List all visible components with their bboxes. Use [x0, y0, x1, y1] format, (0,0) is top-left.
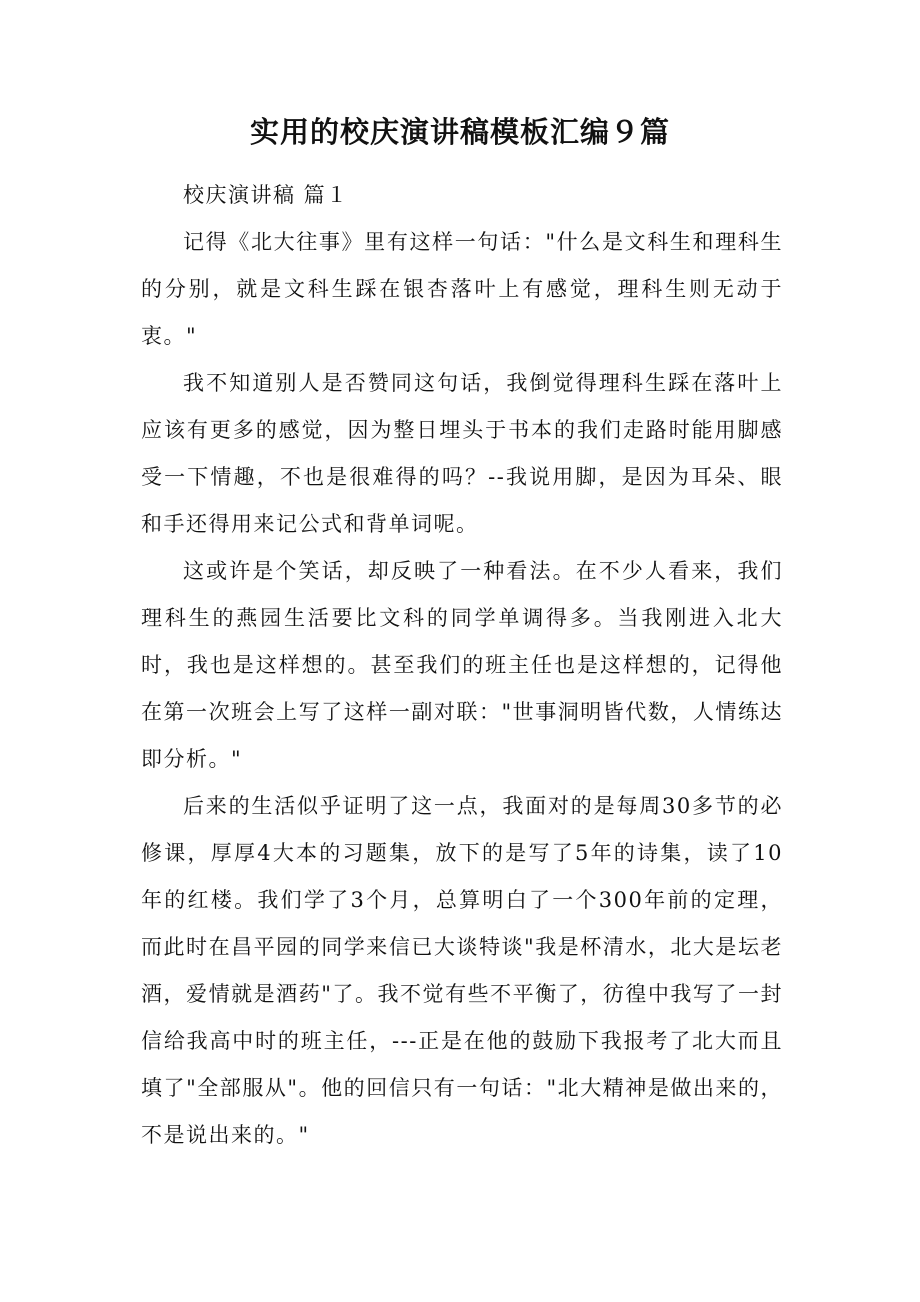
- paragraph: 这或许是个笑话，却反映了一种看法。在不少人看来，我们理科生的燕园生活要比文科的同学单调得多。当我刚进入北大时，我也是这样想的。甚至我们的班主任也是这样想的，记得他在第一次班会上写了这样一副对联："世事洞明皆代数，人情练达即分析。": [141, 559, 783, 771]
- paragraph: 我不知道别人是否赞同这句话，我倒觉得理科生踩在落叶上应该有更多的感觉，因为整日埋头于书本的我们走路时能用脚感受一下情趣，不也是很难得的吗？--我说用脚，是因为耳朵、眼和手还得用来记公式和背单词呢。: [141, 371, 783, 536]
- paragraph: 后来的生活似乎证明了这一点，我面对的是每周30多节的必修课，厚厚4大本的习题集，放下的是写了5年的诗集，读了10年的红楼。我们学了3个月，总算明白了一个300年前的定理，而此时在昌平园的同学来信已大谈特谈"我是杯清水，北大是坛老酒，爱情就是酒药"了。我不觉有些不平衡了，彷徨中我写了一封信给我高中时的班主任，---正是在他的鼓励下我报考了北大而且填了"全部服从"。他的回信只有一句话："北大精神是做出来的，不是说出来的。": [141, 794, 783, 1147]
- document-body: [141, 172, 783, 1159]
- document-title: 实用的校庆演讲稿模板汇编９篇: [249, 115, 670, 149]
- paragraph: 记得《北大往事》里有这样一句话："什么是文科生和理科生的分别，就是文科生踩在银杏落叶上有感觉，理科生则无动于衷。": [141, 230, 783, 348]
- section-heading: 校庆演讲稿 篇１: [183, 183, 349, 207]
